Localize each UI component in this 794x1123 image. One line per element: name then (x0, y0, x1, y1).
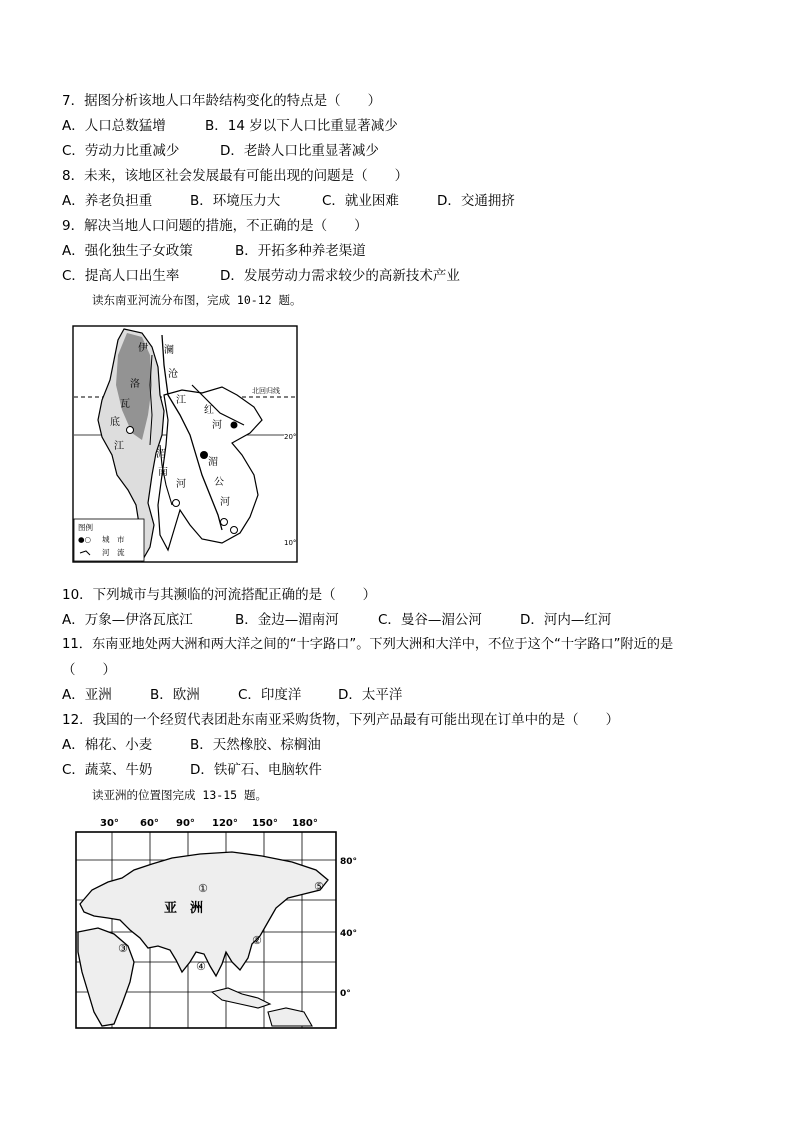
q12-option-b: B．天然橡胶、棕榈油 (190, 737, 321, 753)
asia-location-map (72, 812, 368, 1032)
tick-150: 150° (252, 818, 278, 829)
map2-intro: 读亚洲的位置图完成 13-15 题。 (92, 788, 267, 802)
label-cang: 沧 (168, 369, 178, 380)
q11-option-b: B．欧洲 (150, 687, 200, 703)
marker-3: ③ (118, 942, 128, 955)
map1-intro: 读东南亚河流分布图，完成 10-12 题。 (92, 293, 302, 307)
tick-120: 120° (212, 818, 238, 829)
legend-city: 城 市 (102, 535, 125, 544)
city-hanoi (231, 422, 238, 429)
label-gong: 公 (214, 477, 224, 488)
q11-stem: 11．东南亚地处两大洲和两大洋之间的“十字路口”。下列大洲和大洋中，不位于这个“十字路口”附近的是 (62, 637, 674, 652)
label-jiang: 江 (114, 441, 124, 452)
marker-4: ④ (196, 960, 206, 973)
southeast-asia-river-map (72, 325, 298, 563)
city-phnompenh (221, 519, 228, 526)
q7-option-c: C．劳动力比重减少 (62, 143, 180, 159)
label-nan: 南 (158, 467, 168, 478)
marker-2: ② (252, 934, 262, 947)
label-lat10: 10° (284, 539, 297, 547)
label-mei: 湄 (156, 449, 166, 460)
q12-stem: 12．我国的一个经贸代表团赴东南亚采购货物，下列产品最有可能出现在订单中的是（ ） (62, 712, 620, 728)
q10-stem: 10．下列城市与其濒临的河流搭配正确的是（ ） (62, 587, 377, 603)
tick-60: 60° (140, 818, 159, 829)
legend-title: 图例 (78, 523, 93, 532)
label-lan: 澜 (164, 345, 174, 356)
marker-5: ⑤ (314, 880, 324, 893)
q12-option-a: A．棉花、小麦 (62, 737, 153, 753)
label-hong: 红 (204, 405, 214, 416)
q10-option-d: D．河内—红河 (520, 612, 612, 628)
q8-option-a: A．养老负担重 (62, 193, 153, 209)
q10-option-c: C．曼谷—湄公河 (378, 612, 482, 628)
label-mei2: 湄 (208, 457, 218, 468)
q11-option-c: C．印度洋 (238, 687, 302, 703)
q12-option-c: C．蔬菜、牛奶 (62, 762, 153, 778)
q10-option-b: B．金边—湄南河 (235, 612, 339, 628)
q9-stem: 9．解决当地人口问题的措施，不正确的是（ ） (62, 218, 368, 234)
label-tropic: 北回归线 (252, 387, 280, 395)
q7-option-d: D．老龄人口比重显著减少 (220, 143, 379, 159)
tick-90: 90° (176, 818, 195, 829)
q11-option-d: D．太平洋 (338, 687, 403, 703)
label-he3: 河 (220, 497, 230, 508)
q9-option-b: B．开拓多种养老渠道 (235, 243, 366, 259)
city-vientiane (200, 451, 208, 459)
label-asia: 亚 洲 (164, 901, 204, 916)
tick-30: 30° (100, 818, 119, 829)
tick-lat80: 80° (340, 857, 358, 867)
marker-1: ① (198, 882, 208, 895)
q9-option-c: C．提高人口出生率 (62, 268, 180, 284)
q12-option-d: D．铁矿石、电脑软件 (190, 762, 322, 778)
legend-city-symbols: ●○ (78, 535, 92, 544)
q8-option-c: C．就业困难 (322, 193, 399, 209)
tick-lat0: 0° (340, 989, 351, 999)
label-jiang2: 江 (176, 395, 186, 406)
label-he: 河 (212, 420, 222, 431)
city-yangon (127, 427, 134, 434)
q8-option-b: B．环境压力大 (190, 193, 281, 209)
q9-option-a: A．强化独生子女政策 (62, 243, 193, 259)
tick-lat40: 40° (340, 929, 358, 939)
q11-option-a: A．亚洲 (62, 687, 112, 703)
q7-option-b: B．14 岁以下人口比重显著减少 (205, 118, 398, 134)
q7-option-a: A．人口总数猛增 (62, 118, 166, 134)
city-bangkok (173, 500, 180, 507)
label-he2: 河 (176, 479, 186, 490)
q8-option-d: D．交通拥挤 (437, 193, 515, 209)
label-yi: 伊 (138, 343, 148, 354)
label-wa: 瓦 (120, 399, 130, 410)
q9-option-d: D．发展劳动力需求较少的高新技术产业 (220, 268, 460, 284)
q7-stem: 7．据图分析该地人口年龄结构变化的特点是（ ） (62, 93, 382, 109)
label-lat20: 20° (284, 433, 297, 441)
q8-stem: 8．未来，该地区社会发展最有可能出现的问题是（ ） (62, 168, 409, 184)
label-luo: 洛 (130, 379, 140, 390)
q11-paren: （ ） (62, 662, 116, 678)
legend-river: 河 流 (102, 548, 125, 557)
q10-option-a: A．万象—伊洛瓦底江 (62, 612, 193, 628)
label-di: 底 (110, 417, 120, 428)
city-hcmc (231, 527, 238, 534)
tick-180: 180° (292, 818, 318, 829)
